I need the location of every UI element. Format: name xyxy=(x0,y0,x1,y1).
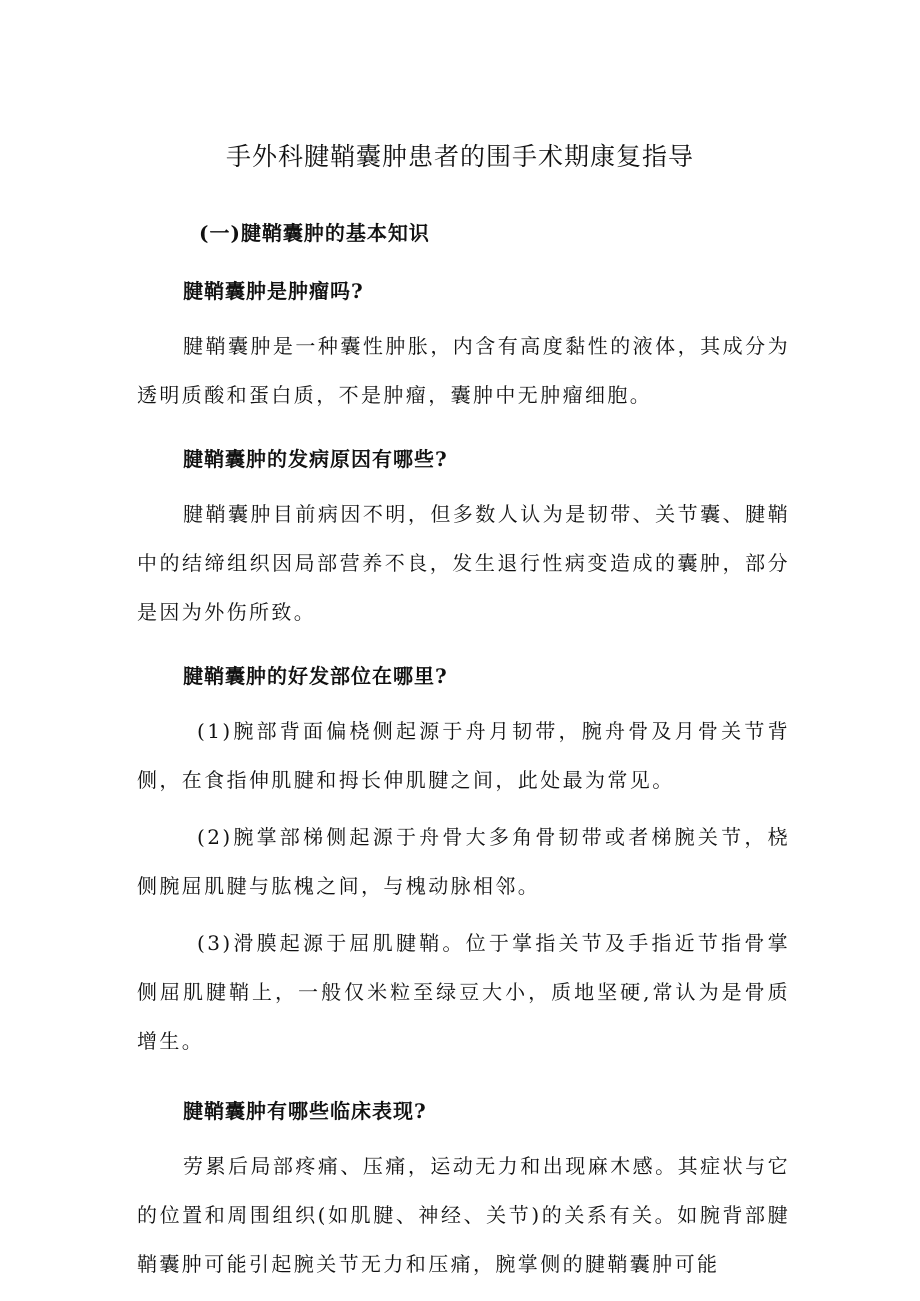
answer-symptoms: 劳累后局部疼痛、压痛，运动无力和出现麻木感。其症状与它的位置和周围组织(如肌腱、神经、关节)的关系有关。如腕背部腱鞘囊肿可能引起腕关节无力和压痛，腕掌侧的腱鞘囊肿可能 xyxy=(137,1154,790,1276)
question-tumor: 腱鞘囊肿是肿瘤吗? xyxy=(183,279,364,303)
question-causes: 腱鞘囊肿的发病原因有哪些? xyxy=(183,447,448,471)
document-title: 手外科腱鞘囊肿患者的围手术期康复指导 xyxy=(225,141,694,171)
section-heading: (一)腱鞘囊肿的基本知识 xyxy=(199,221,430,245)
document-body xyxy=(137,210,790,1289)
answer-causes: 腱鞘囊肿目前病因不明，但多数人认为是韧带、关节囊、腱鞘中的结缔组织因局部营养不良，发生退行性病变造成的囊肿，部分是因为外伤所致。 xyxy=(137,502,790,624)
location-item: (3)滑膜起源于屈肌腱鞘。位于掌指关节及手指近节指骨掌侧屈肌腱鞘上，一般仅米粒至绿豆大小，质地坚硬,常认为是骨质增生。 xyxy=(137,931,790,1053)
question-locations: 腱鞘囊肿的好发部位在哪里? xyxy=(183,664,448,688)
question-symptoms: 腱鞘囊肿有哪些临床表现? xyxy=(183,1099,427,1123)
location-item: (1)腕部背面偏桡侧起源于舟月韧带，腕舟骨及月骨关节背侧，在食指伸肌腱和拇长伸肌腱之间，此处最为常见。 xyxy=(137,719,790,792)
location-item: (2)腕掌部梯侧起源于舟骨大多角骨韧带或者梯腕关节，桡侧腕屈肌腱与肱槐之间，与槐动脉相邻。 xyxy=(137,825,790,898)
answer-tumor: 腱鞘囊肿是一种囊性肿胀，内含有高度黏性的液体，其成分为透明质酸和蛋白质，不是肿瘤，囊肿中无肿瘤细胞。 xyxy=(137,334,790,407)
